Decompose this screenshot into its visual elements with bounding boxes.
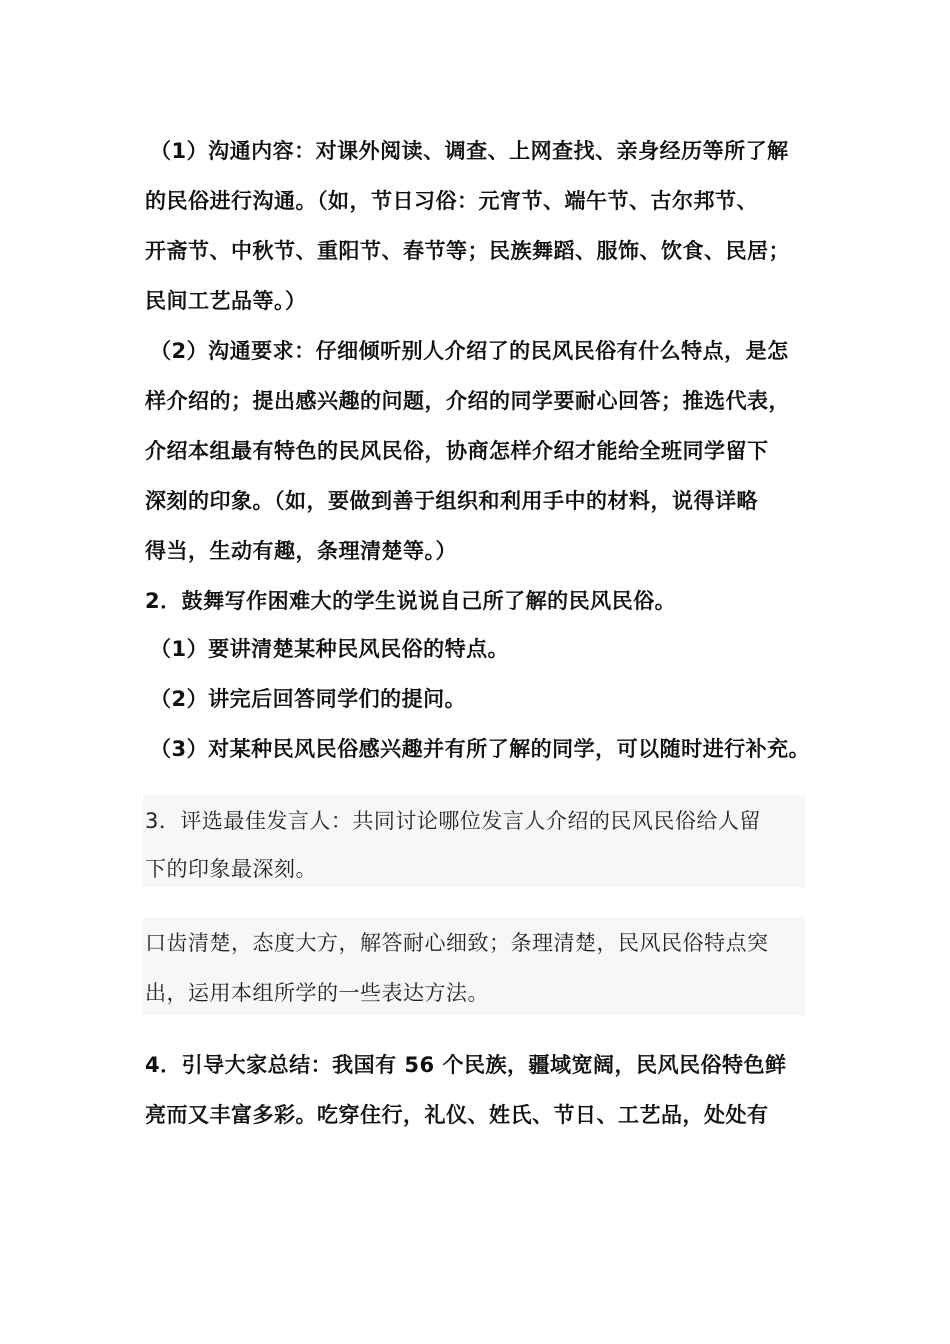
p2-line-1: （2）沟通要求：仔细倾听别人介绍了的民风民俗有什么特点，是怎: [150, 339, 789, 363]
section3-criteria-line-1: 口齿清楚，态度大方，解答耐心细致；条理清楚，民风民俗特点突: [145, 931, 769, 955]
section2-item-3: （3）对某种民风民俗感兴趣并有所了解的同学，可以随时进行补充。: [150, 737, 811, 761]
section2-item-1: （1）要讲清楚某种民风民俗的特点。: [150, 637, 510, 661]
p2-line-2: 样介绍的；提出感兴趣的问题，介绍的同学要耐心回答；推选代表，: [145, 389, 790, 413]
section3-heading-line-2: 下的印象最深刻。: [145, 857, 317, 881]
section3-criteria-line-2: 出，运用本组所学的一些表达方法。: [145, 981, 489, 1005]
p1-line-4: 民间工艺品等。）: [145, 289, 307, 313]
p2-line-4: 深刻的印象。（如，要做到善于组织和利用手中的材料，说得详略: [145, 489, 758, 513]
p2-line-3: 介绍本组最有特色的民风民俗，协商怎样介绍才能给全班同学留下: [145, 439, 769, 463]
section4-line-2: 亮而又丰富多彩。吃穿住行，礼仪、姓氏、节日、工艺品，处处有: [145, 1103, 769, 1127]
section3-heading-line-1: 3．评选最佳发言人：共同讨论哪位发言人介绍的民风民俗给人留: [145, 809, 761, 833]
p2-line-5: 得当，生动有趣，条理清楚等。）: [145, 539, 457, 563]
section2-heading: 2．鼓舞写作困难大的学生说说自己所了解的民风民俗。: [145, 589, 677, 613]
section2-item-2: （2）讲完后回答同学们的提问。: [150, 687, 467, 711]
p1-line-2: 的民俗进行沟通。（如，节日习俗：元宵节、端午节、古尔邦节、: [145, 189, 758, 213]
section4-line-1: 4．引导大家总结：我国有 56 个民族，疆域宽阔，民风民俗特色鲜: [145, 1053, 787, 1077]
p1-line-3: 开斋节、中秋节、重阳节、春节等；民族舞蹈、服饰、饮食、民居；: [145, 239, 790, 263]
p1-line-1: （1）沟通内容：对课外阅读、调查、上网查找、亲身经历等所了解: [150, 139, 789, 163]
